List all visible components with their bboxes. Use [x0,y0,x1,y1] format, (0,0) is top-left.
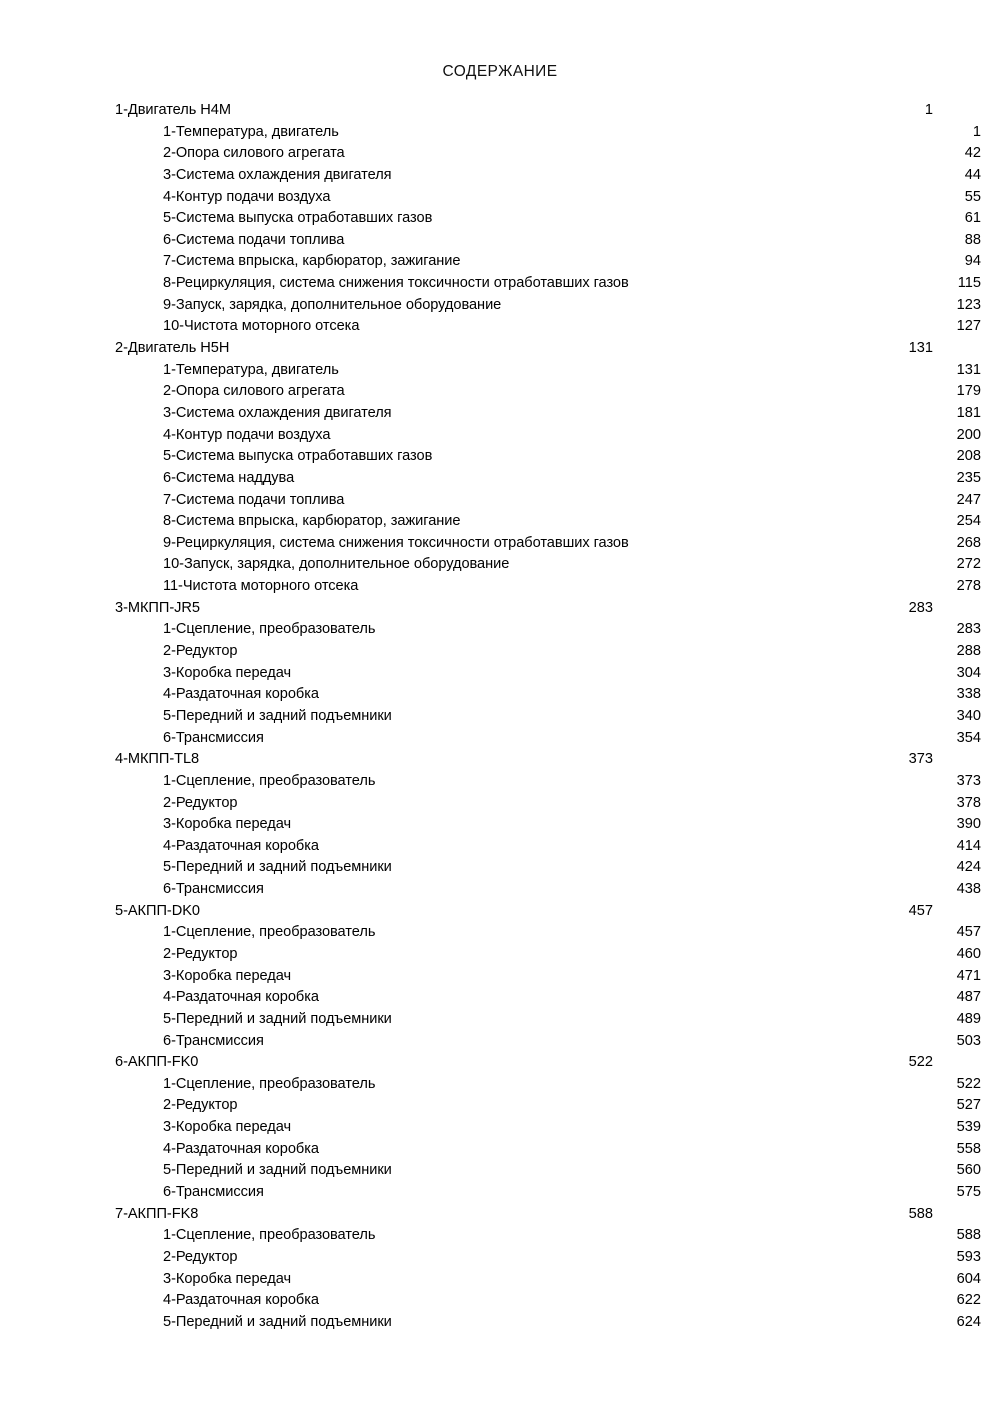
toc-entry-row[interactable] [115,403,981,425]
toc-entry-row[interactable] [115,533,981,555]
toc-entry-row[interactable] [115,208,981,230]
toc-leader-dots [345,500,955,501]
toc-entry-label: 3-МКПП-JR5 [115,599,200,616]
toc-page-number: 378 [956,794,981,811]
toc-entry-row[interactable] [115,1290,981,1312]
toc-leader-dots [630,283,957,284]
toc-page-number: 575 [956,1184,981,1201]
toc-entry-label: 1-Сцепление, преобразователь [163,924,376,941]
toc-leader-dots [201,911,907,912]
toc-leader-dots [320,1301,955,1302]
toc-leader-dots [238,1106,955,1107]
toc-leader-dots [292,1279,955,1280]
toc-page-number: 460 [956,945,981,962]
toc-page-number: 208 [956,448,981,465]
toc-entry-row[interactable] [115,251,981,273]
toc-page-number: 254 [956,513,981,530]
toc-entry-label: 7-Система впрыска, карбюратор, зажигание [163,253,461,270]
toc-entry-row[interactable] [115,554,981,576]
toc-page-number: 457 [908,902,933,919]
toc-leader-dots [345,240,963,241]
toc-page-number: 1 [972,123,981,140]
toc-page-number: 622 [956,1292,981,1309]
toc-leader-dots [199,1214,907,1215]
toc-entry-label: 5-Передний и задний подъемники [163,1162,392,1179]
toc-leader-dots [340,132,972,133]
toc-page-number: 278 [956,578,981,595]
toc-entry-label: 6-Система наддува [163,469,295,486]
toc-entry-row[interactable] [115,793,981,815]
toc-leader-dots [376,1236,955,1237]
toc-section-row[interactable] [115,100,933,122]
toc-entry-label: 8-Рециркуляция, система снижения токсичности отработавших газов [163,275,629,292]
toc-entry-row[interactable] [115,446,981,468]
toc-page-number: 624 [956,1313,981,1330]
toc-entry-label: 4-Раздаточная коробка [163,1140,319,1157]
toc-entry-label: 7-Система подачи топлива [163,491,345,508]
toc-entry-row[interactable] [115,879,981,901]
toc-entry-row[interactable] [115,165,981,187]
toc-leader-dots [376,630,955,631]
toc-entry-label: 4-Раздаточная коробка [163,686,319,703]
toc-entry-row[interactable] [115,944,981,966]
toc-page-number: 593 [956,1248,981,1265]
toc-page-number: 304 [956,664,981,681]
toc-leader-dots [393,413,956,414]
toc-entry-label: 6-Трансмиссия [163,1184,264,1201]
toc-entry-row[interactable] [115,360,981,382]
toc-page-number: 272 [956,556,981,573]
toc-entry-label: 6-Трансмиссия [163,729,264,746]
toc-leader-dots [320,1149,955,1150]
toc-page-number: 588 [908,1205,933,1222]
toc-entry-row[interactable] [115,425,981,447]
toc-entry-label: 3-Коробка передач [163,816,292,833]
toc-section-row[interactable] [115,1052,933,1074]
toc-leader-dots [433,219,963,220]
toc-entry-label: 5-АКПП-DK0 [115,902,200,919]
toc-page-number: 179 [956,383,981,400]
toc-entry-row[interactable] [115,1095,981,1117]
toc-page-number: 558 [956,1140,981,1157]
toc-entry-row[interactable] [115,684,981,706]
toc-entry-label: 10-Запуск, зарядка, дополнительное оборудование [163,556,510,573]
toc-leader-dots [320,846,955,847]
toc-entry-label: 7-АКПП-FK8 [115,1205,199,1222]
toc-section-row[interactable] [115,338,933,360]
toc-entry-label: 3-Коробка передач [163,664,292,681]
toc-page-number: 414 [956,837,981,854]
toc-leader-dots [340,370,955,371]
toc-page-number: 44 [964,166,981,183]
toc-entry-row[interactable] [115,922,981,944]
toc-leader-dots [238,1257,955,1258]
toc-entry-row[interactable] [115,1182,981,1204]
toc-page-number: 522 [908,1054,933,1071]
toc-entry-row[interactable] [115,576,981,598]
toc-page-number: 424 [956,859,981,876]
toc-page-number: 522 [956,1075,981,1092]
toc-page-number: 438 [956,881,981,898]
toc-page-number: 373 [908,751,933,768]
toc-entry-row[interactable] [115,966,981,988]
toc-leader-dots [265,1041,955,1042]
toc-entry-row[interactable] [115,1031,981,1053]
toc-entry-label: 5-Передний и задний подъемники [163,1313,392,1330]
toc-leader-dots [346,154,964,155]
toc-entry-label: 5-Система выпуска отработавших газов [163,210,433,227]
toc-entry-row[interactable] [115,1117,981,1139]
toc-entry-label: 9-Запуск, зарядка, дополнительное оборудование [163,296,502,313]
toc-section-row[interactable] [115,749,933,771]
toc-entry-label: 4-Контур подачи воздуха [163,188,331,205]
toc-entry-row[interactable] [115,814,981,836]
toc-leader-dots [393,1019,955,1020]
toc-page-number: 288 [956,643,981,660]
toc-entry-label: 1-Двигатель H4M [115,102,231,118]
table-of-contents [115,100,981,1334]
toc-entry-label: 3-Система охлаждения двигателя [163,404,392,421]
toc-page-number: 200 [956,426,981,443]
toc-entry-label: 2-Редуктор [163,1097,238,1114]
page-title: СОДЕРЖАНИЕ [442,63,558,80]
toc-section-row[interactable] [115,598,933,620]
toc-entry-row[interactable] [115,273,981,295]
toc-page-number: 489 [956,1010,981,1027]
toc-entry-label: 6-Система подачи топлива [163,231,345,248]
toc-entry-label: 2-Редуктор [163,643,238,660]
toc-leader-dots [292,1127,955,1128]
toc-entry-label: 6-Трансмиссия [163,881,264,898]
toc-page-number: 338 [956,686,981,703]
toc-entry-row[interactable] [115,987,981,1009]
toc-leader-dots [393,716,955,717]
toc-entry-label: 1-Сцепление, преобразователь [163,1227,376,1244]
toc-leader-dots [376,1084,955,1085]
toc-page-number: 373 [956,772,981,789]
toc-entry-label: 2-Двигатель H5H [115,340,230,357]
toc-entry-label: 1-Сцепление, преобразователь [163,1075,376,1092]
toc-entry-label: 3-Коробка передач [163,1119,292,1136]
toc-leader-dots [433,457,955,458]
toc-page-number: 354 [956,729,981,746]
toc-leader-dots [320,695,955,696]
toc-section-row[interactable] [115,901,933,923]
toc-page-number: 390 [956,816,981,833]
toc-entry-label: 2-Редуктор [163,794,238,811]
toc-leader-dots [265,738,955,739]
toc-page-number: 131 [908,340,933,357]
toc-entry-label: 6-Трансмиссия [163,1032,264,1049]
toc-page-number: 55 [964,188,981,205]
toc-page-number: 283 [908,599,933,616]
toc-entry-label: 6-АКПП-FK0 [115,1054,199,1071]
toc-entry-label: 9-Рециркуляция, система снижения токсичности отработавших газов [163,534,629,551]
toc-leader-dots [292,976,955,977]
toc-leader-dots [292,673,955,674]
toc-page-number: 181 [956,404,981,421]
toc-leader-dots [232,110,923,111]
toc-page-number: 527 [956,1097,981,1114]
toc-entry-row[interactable] [115,122,981,144]
toc-leader-dots [502,305,955,306]
toc-leader-dots [201,608,907,609]
toc-leader-dots [265,1192,955,1193]
toc-entry-label: 4-Раздаточная коробка [163,989,319,1006]
toc-entry-row[interactable] [115,1074,981,1096]
toc-page-number: 247 [956,491,981,508]
toc-leader-dots [238,803,955,804]
toc-leader-dots [295,478,955,479]
toc-leader-dots [238,651,955,652]
toc-leader-dots [461,262,963,263]
toc-leader-dots [359,586,955,587]
toc-page-number: 42 [964,145,981,162]
toc-page-number: 131 [956,361,981,378]
toc-page-number: 94 [964,253,981,270]
toc-entry-label: 11-Чистота моторного отсека [163,578,359,595]
toc-page-number: 539 [956,1119,981,1136]
toc-entry-label: 4-Раздаточная коробка [163,837,319,854]
toc-entry-label: 10-Чистота моторного отсека [163,318,360,335]
toc-entry-row[interactable] [115,490,981,512]
toc-entry-row[interactable] [115,1269,981,1291]
toc-leader-dots [393,868,955,869]
toc-leader-dots [331,435,955,436]
toc-leader-dots [331,197,963,198]
toc-entry-row[interactable] [115,771,981,793]
toc-entry-label: 5-Передний и задний подъемники [163,707,392,724]
toc-leader-dots [393,1171,955,1172]
toc-page-number: 560 [956,1162,981,1179]
toc-page-number: 503 [956,1032,981,1049]
toc-leader-dots [376,933,955,934]
toc-entry-label: 2-Опора силового агрегата [163,145,345,162]
toc-page-number: 123 [956,296,981,313]
toc-entry-label: 3-Система охлаждения двигателя [163,166,392,183]
toc-page-number: 604 [956,1270,981,1287]
toc-entry-label: 2-Редуктор [163,1248,238,1265]
toc-page-number: 88 [964,231,981,248]
toc-page-number: 457 [956,924,981,941]
toc-entry-label: 5-Передний и задний подъемники [163,859,392,876]
toc-entry-row[interactable] [115,619,981,641]
toc-entry-label: 4-МКПП-TL8 [115,751,200,768]
toc-page-number: 487 [956,989,981,1006]
toc-entry-row[interactable] [115,1160,981,1182]
toc-entry-row[interactable] [115,663,981,685]
toc-entry-label: 1-Сцепление, преобразователь [163,621,376,638]
toc-entry-row[interactable] [115,857,981,879]
toc-leader-dots [630,543,955,544]
toc-page-number: 588 [956,1227,981,1244]
toc-leader-dots [199,1063,907,1064]
toc-entry-row[interactable] [115,468,981,490]
toc-leader-dots [461,521,955,522]
toc-entry-row[interactable] [115,1225,981,1247]
toc-entry-label: 2-Редуктор [163,945,238,962]
toc-entry-row[interactable] [115,187,981,209]
toc-page-number: 61 [964,210,981,227]
toc-leader-dots [360,327,955,328]
toc-entry-row[interactable] [115,511,981,533]
toc-entry-label: 5-Передний и задний подъемники [163,1010,392,1027]
toc-leader-dots [230,348,907,349]
toc-entry-label: 1-Сцепление, преобразователь [163,772,376,789]
toc-section-row[interactable] [115,1204,933,1226]
toc-leader-dots [376,781,955,782]
toc-page-number: 235 [956,469,981,486]
toc-leader-dots [320,998,955,999]
toc-page-number: 127 [956,318,981,335]
toc-page-number: 268 [956,534,981,551]
toc-leader-dots [238,954,955,955]
toc-entry-label: 3-Коробка передач [163,1270,292,1287]
toc-entry-row[interactable] [115,295,981,317]
toc-entry-row[interactable] [115,706,981,728]
toc-page-number: 471 [956,967,981,984]
toc-entry-label: 8-Система впрыска, карбюратор, зажигание [163,513,461,530]
toc-entry-row[interactable] [115,728,981,750]
toc-entry-row[interactable] [115,641,981,663]
toc-leader-dots [393,1322,955,1323]
toc-entry-label: 2-Опора силового агрегата [163,383,345,400]
toc-leader-dots [265,889,955,890]
toc-entry-row[interactable] [115,316,981,338]
toc-entry-row[interactable] [115,143,981,165]
toc-page-number: 283 [956,621,981,638]
toc-entry-label: 1-Температура, двигатель [163,361,339,378]
toc-entry-label: 4-Контур подачи воздуха [163,426,331,443]
toc-entry-label: 3-Коробка передач [163,967,292,984]
toc-entry-row[interactable] [115,836,981,858]
toc-leader-dots [346,392,956,393]
toc-page-number: 340 [956,707,981,724]
toc-leader-dots [510,565,955,566]
toc-page-number: 115 [957,275,981,292]
toc-entry-label: 5-Система выпуска отработавших газов [163,448,433,465]
toc-entry-label: 1-Температура, двигатель [163,123,339,140]
toc-entry-row[interactable] [115,1139,981,1161]
toc-entry-label: 4-Раздаточная коробка [163,1292,319,1309]
toc-entry-row[interactable] [115,1312,981,1334]
toc-entry-row[interactable] [115,1009,981,1031]
toc-page-number: 1 [924,102,933,118]
toc-entry-row[interactable] [115,230,981,252]
toc-entry-row[interactable] [115,381,981,403]
toc-leader-dots [292,824,955,825]
toc-leader-dots [200,760,907,761]
toc-leader-dots [393,175,964,176]
toc-entry-row[interactable] [115,1247,981,1269]
